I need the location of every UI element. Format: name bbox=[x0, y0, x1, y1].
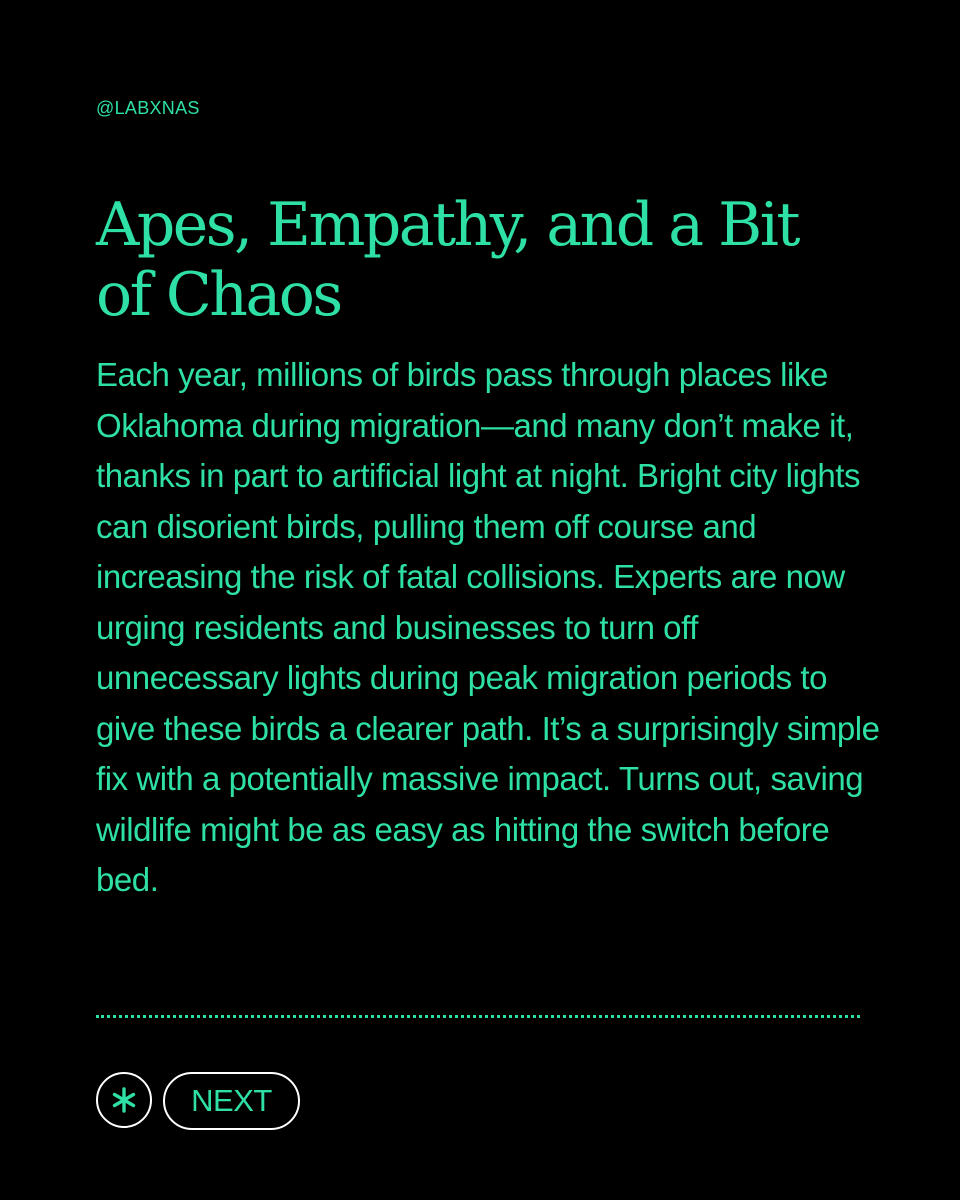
slide-title: Apes, Empathy, and a Bit of Chaos bbox=[96, 190, 799, 330]
asterisk-button[interactable] bbox=[96, 1072, 152, 1128]
asterisk-icon bbox=[110, 1086, 138, 1114]
next-button[interactable]: NEXT bbox=[163, 1072, 300, 1130]
body-paragraph: Each year, millions of birds pass through places like Oklahoma during migration—and many don’t make it, thanks in part to artificial light at night. Bright city lights can disorient birds, pulling them off course and increasing the risk of fatal collisions. Experts are now urging residents and businesses to turn off unnecessary lights during peak migration periods to give these birds a clearer path. It’s a surprisingly simple fix with a potentially massive impact. Turns out, saving wildlife might be as easy as hitting the switch before bed. bbox=[96, 356, 880, 898]
account-handle: @LABXNAS bbox=[96, 98, 200, 118]
dotted-divider bbox=[96, 1015, 860, 1018]
